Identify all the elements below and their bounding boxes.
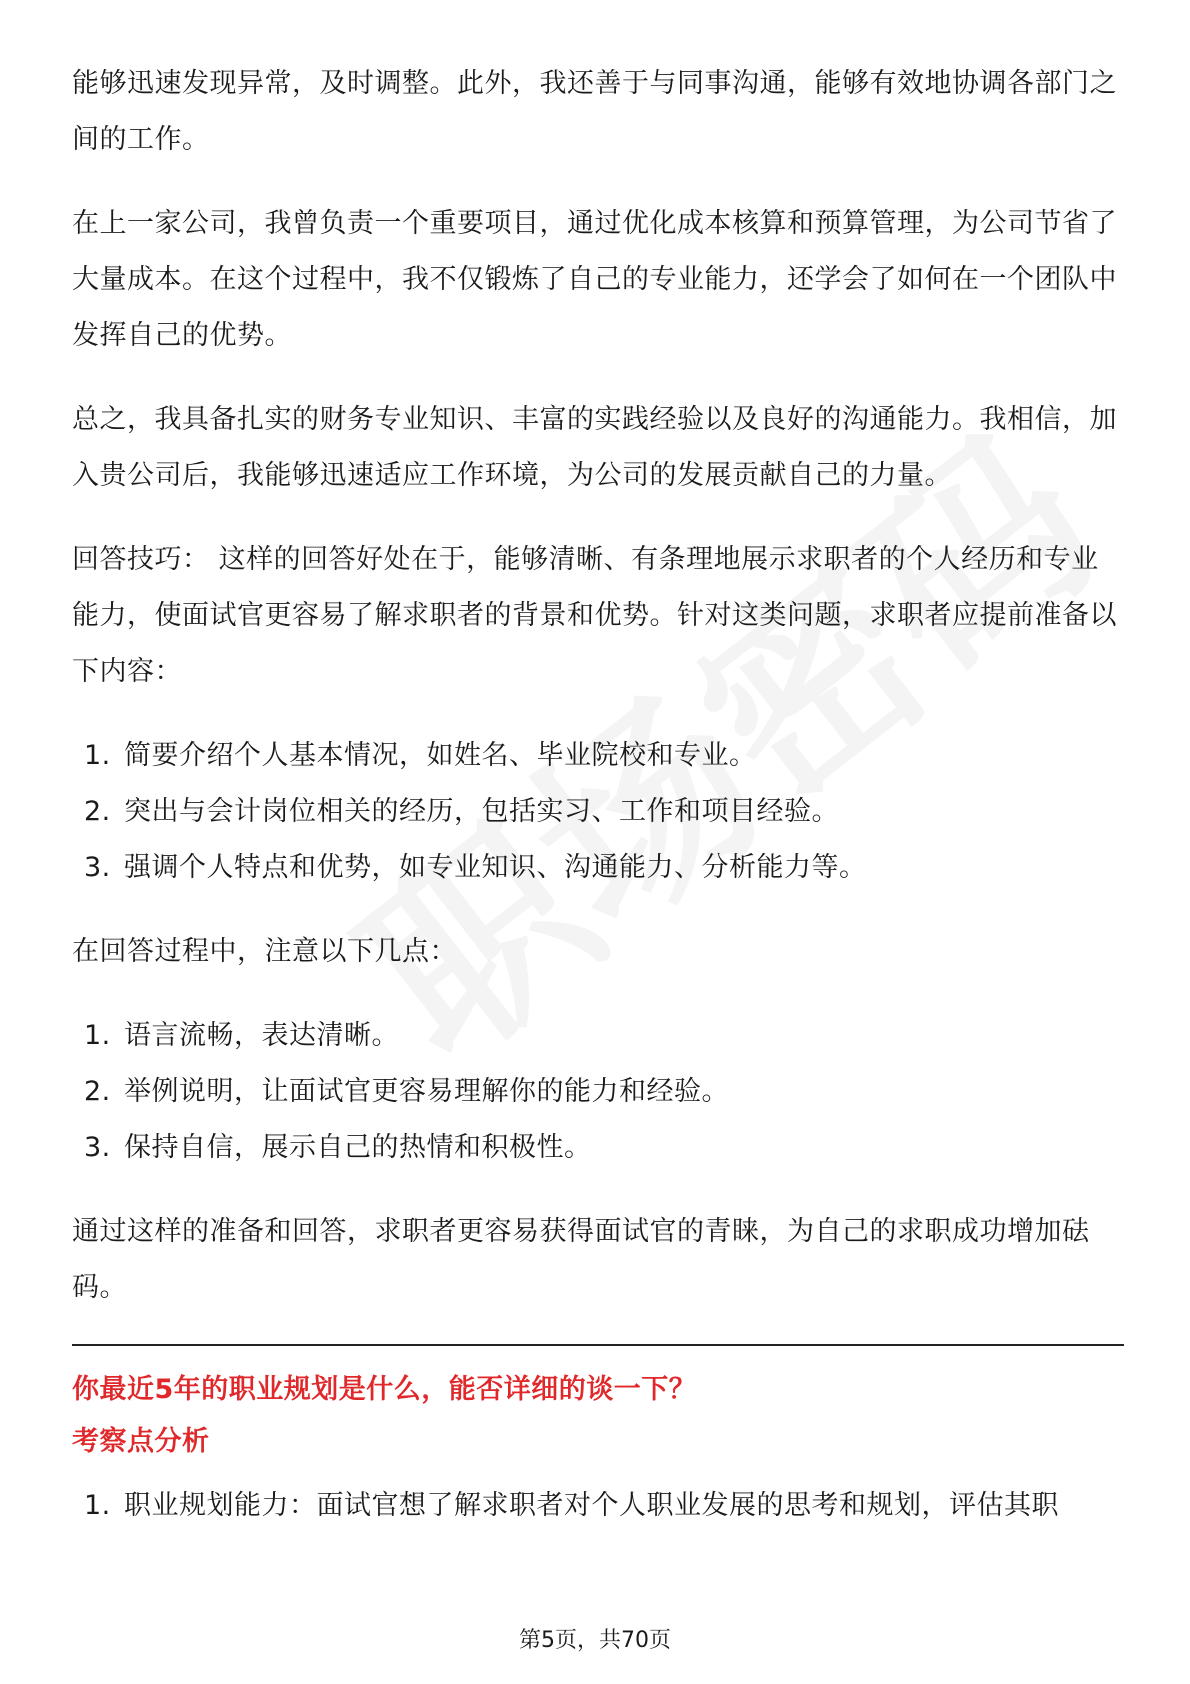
question-title: 你最近5年的职业规划是什么，能否详细的谈一下？ (72, 1374, 697, 1405)
list-text: 举例说明，让面试官更容易理解你的能力和经验。 (124, 1076, 729, 1107)
list-number: 3. (84, 852, 111, 883)
list-item (72, 1120, 1124, 1176)
list-item (72, 1008, 1124, 1064)
paragraph-notes-intro: 在回答过程中，注意以下几点： (72, 936, 457, 967)
list-text: 职业规划能力：面试官想了解求职者对个人职业发展的思考和规划，评估其职 (124, 1490, 1059, 1521)
list-text: 保持自信，展示自己的热情和积极性。 (124, 1132, 592, 1163)
list-item (72, 1064, 1124, 1120)
list-item (72, 1478, 1124, 1534)
paragraph-2: 在上一家公司，我曾负责一个重要项目，通过优化成本核算和预算管理，为公司节省了大量成本。在这个过程中，我不仅锻炼了自己的专业能力，还学会了如何在一个团队中发挥自己的优势。 (72, 208, 1117, 351)
list-item (72, 784, 1124, 840)
list-number: 2. (84, 796, 111, 827)
analysis-list (72, 1478, 1124, 1534)
list-number: 1. (84, 1020, 111, 1051)
list-item (72, 728, 1124, 784)
document-body (72, 56, 1124, 1562)
list-text: 突出与会计岗位相关的经历，包括实习、工作和项目经验。 (124, 796, 839, 827)
list-text: 强调个人特点和优势，如专业知识、沟通能力、分析能力等。 (124, 852, 867, 883)
page-footer: 第5页，共70页 (519, 1628, 671, 1653)
list-number: 2. (84, 1076, 111, 1107)
prep-list (72, 728, 1124, 896)
analysis-subtitle: 考察点分析 (72, 1426, 210, 1457)
paragraph-answer-tips: 回答技巧： 这样的回答好处在于，能够清晰、有条理地展示求职者的个人经历和专业能力，使面试官更容易了解求职者的背景和优势。针对这类问题，求职者应提前准备以下内容： (72, 544, 1117, 687)
paragraph-3: 总之，我具备扎实的财务专业知识、丰富的实践经验以及良好的沟通能力。我相信，加入贵公司后，我能够迅速适应工作环境，为公司的发展贡献自己的力量。 (72, 404, 1117, 491)
section-divider (72, 1344, 1124, 1346)
paragraph-conclusion: 通过这样的准备和回答，求职者更容易获得面试官的青睐，为自己的求职成功增加砝码。 (72, 1216, 1090, 1303)
list-text: 语言流畅，表达清晰。 (124, 1020, 399, 1051)
list-text: 简要介绍个人基本情况，如姓名、毕业院校和专业。 (124, 740, 757, 771)
notes-list (72, 1008, 1124, 1176)
list-item (72, 840, 1124, 896)
list-number: 3. (84, 1132, 111, 1163)
list-number: 1. (84, 1490, 111, 1521)
list-number: 1. (84, 740, 111, 771)
paragraph-1: 能够迅速发现异常，及时调整。此外，我还善于与同事沟通，能够有效地协调各部门之间的工作。 (72, 68, 1117, 155)
